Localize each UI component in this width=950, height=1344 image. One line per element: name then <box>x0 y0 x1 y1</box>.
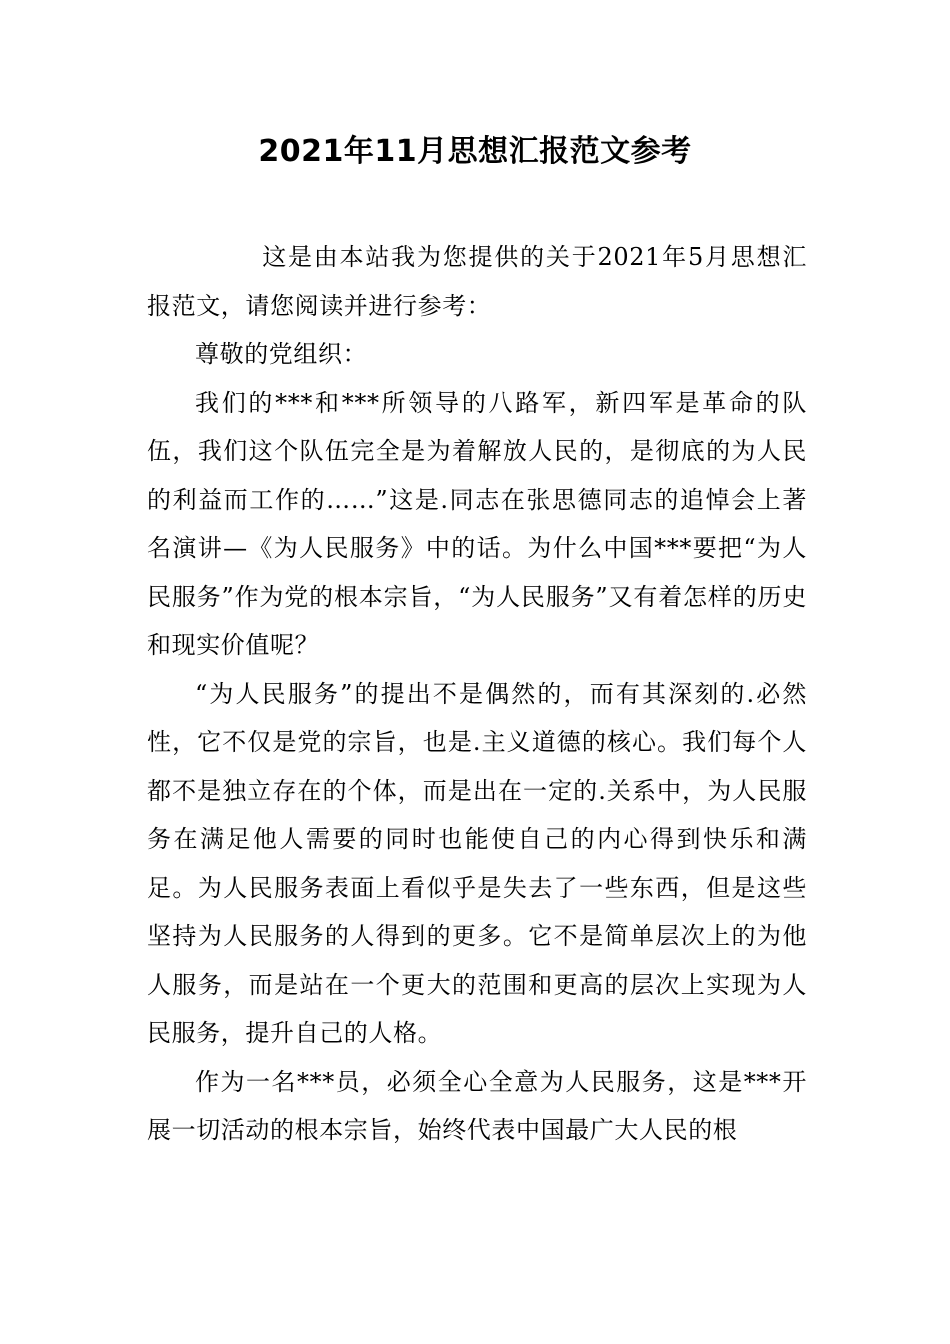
body-paragraph: “为人民服务”的提出不是偶然的，而有其深刻的.必然性，它不仅是党的宗旨，也是.主义道德的核心。我们每个人都不是独立存在的个体，而是出在一定的.关系中，为人民服务在满足他人需要的同时也能使自己的内心得到快乐和满足。为人民服务表面上看似乎是失去了一些东西，但是这些坚持为人民服务的人得到的更多。它不是简单层次上的为他人服务，而是站在一个更大的范围和更高的层次上实现为人民服务，提升自己的人格。 <box>147 679 807 1047</box>
body-paragraph: 作为一名***员，必须全心全意为人民服务，这是***开展一切活动的根本宗旨，始终代表中国最广大人民的根 <box>147 1067 807 1144</box>
body-paragraph: 我们的***和***所领导的八路军，新四军是革命的队伍，我们这个队伍完全是为着解放人民的，是彻底的为人民的利益而工作的……”这是.同志在张思德同志的追悼会上著名演讲—《为人民服务》中的话。为什么中国***要把“为人民服务”作为党的根本宗旨，“为人民服务”又有着怎样的历史和现实价值呢？ <box>147 388 807 659</box>
salutation: 尊敬的党组织： <box>195 340 368 368</box>
document-title: 2021年11月思想汇报范文参考 <box>258 134 692 169</box>
document-body <box>147 233 807 1155</box>
intro-paragraph: 这是由本站我为您提供的关于2021年5月思想汇报范文，请您阅读并进行参考： <box>147 243 807 320</box>
